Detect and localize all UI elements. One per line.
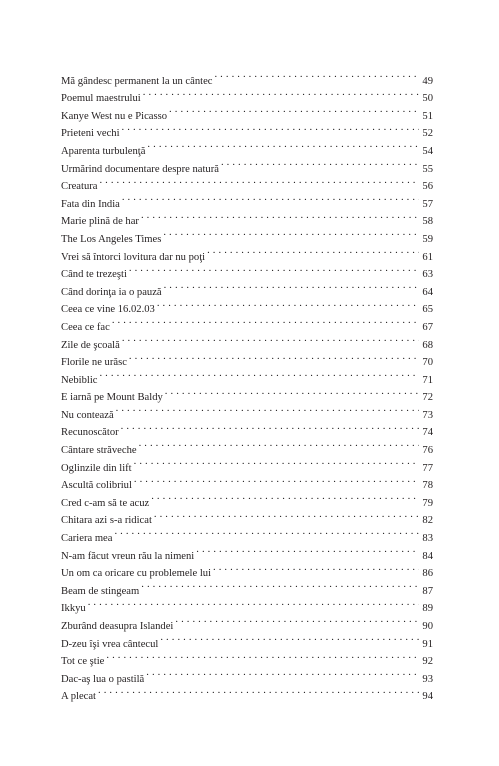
toc-entry: [61, 400, 433, 421]
toc-entry-title: Urmărind documentare despre natură: [61, 163, 219, 175]
toc-entry-page-number: 58: [422, 216, 433, 228]
dot-leader: [116, 400, 420, 418]
toc-entry: [61, 664, 433, 685]
dot-leader: [151, 488, 419, 506]
toc-entry: [61, 312, 433, 333]
toc-entry-title: Când dorinţa ia o pauză: [61, 286, 162, 298]
toc-entry-page-number: 61: [422, 251, 433, 263]
dot-leader: [121, 418, 420, 436]
toc-entry: [61, 330, 433, 351]
dot-leader: [122, 119, 420, 137]
toc-entry-page-number: 52: [422, 128, 433, 140]
toc-entry-title: E iarnă pe Mount Baldy: [61, 392, 163, 404]
toc-entry-page-number: 77: [422, 462, 433, 474]
dot-leader: [196, 541, 419, 559]
toc-entry-title: Zile de şcoală: [61, 339, 120, 351]
toc-entry-title: Nu contează: [61, 409, 114, 421]
dot-leader: [207, 242, 419, 260]
dot-leader: [129, 260, 420, 278]
dot-leader: [154, 506, 420, 524]
dot-leader: [157, 295, 420, 313]
dot-leader: [139, 435, 420, 453]
toc-entry-title: Când te trezeşti: [61, 269, 127, 281]
toc-entry-page-number: 76: [422, 445, 433, 457]
toc-entry-page-number: 65: [422, 304, 433, 316]
dot-leader: [88, 594, 420, 612]
dot-leader: [99, 365, 419, 383]
toc-entry-page-number: 82: [422, 515, 433, 527]
dot-leader: [221, 154, 419, 172]
dot-leader: [147, 136, 419, 154]
dot-leader: [160, 629, 419, 647]
dot-leader: [114, 523, 419, 541]
toc-entry: [61, 365, 433, 386]
dot-leader: [99, 172, 419, 190]
toc-entry-title: Cântare străveche: [61, 445, 137, 457]
toc-entry-title: Cred c-am să te acuz: [61, 497, 150, 509]
toc-entry-title: Mă gândesc permanent la un cântec: [61, 75, 213, 87]
toc-entry-title: Poemul maestrului: [61, 93, 141, 105]
toc-entry-page-number: 86: [422, 568, 433, 580]
toc-entry-page-number: 57: [422, 198, 433, 210]
toc-entry: [61, 66, 433, 87]
toc-entry-title: Chitara azi s-a ridicat: [61, 515, 152, 527]
toc-entry: [61, 611, 433, 632]
toc-entry-title: Dac-aş lua o pastilă: [61, 673, 145, 685]
toc-entry-title: Prieteni vechi: [61, 128, 120, 140]
dot-leader: [143, 84, 420, 102]
dot-leader: [169, 101, 419, 119]
dot-leader: [213, 559, 419, 577]
toc-entry-title: N-am făcut vreun rău la nimeni: [61, 550, 195, 562]
toc-entry-page-number: 72: [422, 392, 433, 404]
toc-entry-page-number: 70: [422, 357, 433, 369]
toc-entry-title: Ceea ce vine 16.02.03: [61, 304, 155, 316]
dot-leader: [163, 224, 419, 242]
toc-entry: [61, 523, 433, 545]
dot-leader: [175, 611, 419, 629]
toc-entry: [61, 682, 433, 703]
dot-leader: [165, 383, 420, 401]
toc-entry-page-number: 92: [422, 656, 433, 668]
dot-leader: [122, 330, 420, 348]
toc-entry-page-number: 63: [422, 269, 433, 281]
dot-leader: [141, 576, 419, 594]
toc-entry-page-number: 84: [422, 550, 433, 562]
dot-leader: [134, 453, 420, 471]
toc-entry: [61, 383, 433, 404]
toc-entry-page-number: 74: [422, 427, 433, 439]
toc-entry-title: Oglinzile din lift: [61, 462, 132, 474]
toc-entry-title: Ceea ce fac: [61, 321, 110, 333]
dot-leader: [98, 682, 419, 700]
dot-leader: [122, 189, 420, 207]
toc-entry-page-number: 67: [422, 321, 433, 333]
toc-entry-title: Vrei să întorci lovitura dar nu poţi: [61, 251, 206, 263]
toc-entry-page-number: 55: [422, 163, 433, 175]
toc-entry-title: Marie plină de har: [61, 216, 139, 228]
toc-entry: [61, 418, 433, 439]
dot-leader: [164, 277, 420, 295]
toc-entry-page-number: 78: [422, 480, 433, 492]
toc-entry-page-number: 59: [422, 233, 433, 245]
dot-leader: [214, 66, 419, 84]
toc-entry-page-number: 73: [422, 409, 433, 421]
toc-entry-page-number: 56: [422, 181, 433, 193]
toc-entry-title: Aparenta turbulenţă: [61, 145, 146, 157]
toc-entry: [61, 172, 433, 193]
toc-entry-title: Beam de stingeam: [61, 585, 140, 597]
toc-entry-page-number: 49: [422, 75, 433, 87]
toc-entry-page-number: 94: [422, 691, 433, 703]
toc-entry-title: Nebiblic: [61, 374, 98, 386]
toc-entry-title: Kanye West nu e Picasso: [61, 110, 168, 122]
toc-entry-page-number: 54: [422, 145, 433, 157]
toc-entry-page-number: 90: [422, 621, 433, 632]
toc-entry-title: Ascultă colibriul: [61, 480, 132, 492]
toc-entry-title: Zburând deasupra Islandei: [61, 621, 174, 632]
toc-entry: [61, 647, 433, 668]
toc-entry-page-number: 89: [422, 603, 433, 615]
toc-entry-page-number: 83: [422, 533, 433, 545]
dot-leader: [106, 647, 419, 665]
dot-leader: [129, 348, 420, 366]
dot-leader: [134, 471, 420, 489]
toc-entry-page-number: 51: [422, 110, 433, 122]
table-of-contents: [61, 66, 433, 703]
toc-entry-page-number: 50: [422, 93, 433, 105]
toc-entry-title: Ikkyu: [61, 603, 86, 615]
toc-entry-page-number: 79: [422, 497, 433, 509]
toc-entry-title: D-zeu îşi vrea cântecul: [61, 638, 159, 650]
toc-entry: [61, 541, 433, 562]
toc-entry-title: A plecat: [61, 691, 97, 703]
toc-entry-title: Creatura: [61, 181, 98, 193]
dot-leader: [146, 664, 419, 682]
toc-entry-title: The Los Angeles Times: [61, 233, 162, 245]
toc-entry-page-number: 64: [422, 286, 433, 298]
toc-entry-page-number: 87: [422, 585, 433, 597]
toc-entry-title: Un om ca oricare cu problemele lui: [61, 568, 212, 580]
toc-entry-page-number: 93: [422, 673, 433, 685]
toc-entry: [61, 594, 433, 615]
toc-entry-title: Florile ne urăsc: [61, 357, 127, 369]
toc-entry: [61, 189, 433, 210]
toc-entry-title: Cariera mea: [61, 533, 113, 545]
toc-entry-page-number: 91: [422, 638, 433, 650]
toc-entry-title: Tot ce ştie: [61, 656, 105, 668]
dot-leader: [141, 207, 419, 225]
toc-entry-page-number: 68: [422, 339, 433, 351]
toc-entry-title: Recunoscător: [61, 427, 119, 439]
dot-leader: [112, 312, 420, 330]
toc-entry-page-number: 71: [422, 374, 433, 386]
toc-entry-title: Fata din India: [61, 198, 120, 210]
